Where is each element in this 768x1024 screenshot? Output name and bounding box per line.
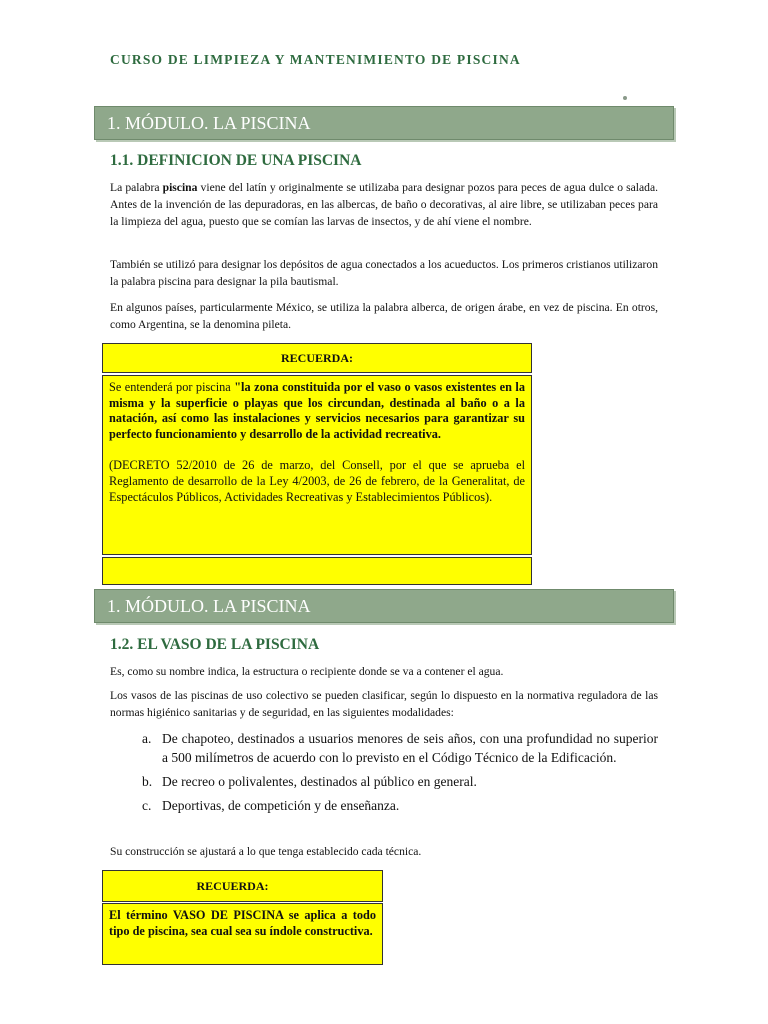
recuerda-box-1-header: RECUERDA: xyxy=(102,343,532,373)
paragraph-6: Su construcción se ajustará a lo que tenga establecido cada técnica. xyxy=(110,845,422,858)
recuerda-1-definition: Se entenderá por piscina "la zona constituida por el vaso o vasos existentes en la misma y la superficie o playas que los circundan, destinada al baño o a la natación, así como las instalaciones y servicios necesarios para garantizar su perfecto funcionamiento y desarrollo de la actividad recreativa. xyxy=(109,380,525,441)
recuerda-box-2-header: RECUERDA: xyxy=(102,870,383,902)
bold-word-piscina: piscina xyxy=(162,181,198,194)
bullet-dot xyxy=(623,96,627,100)
module-bar-1: 1. MÓDULO. LA PISCINA xyxy=(94,106,674,140)
document-title: CURSO DE LIMPIEZA Y MANTENIMIENTO DE PISCINA xyxy=(110,52,521,67)
paragraph-3: En algunos países, particularmente México, se utiliza la palabra alberca, de origen árabe, en vez de piscina. En otros, como Argentina, se la denomina pileta. xyxy=(110,301,658,332)
recuerda-box-1-body xyxy=(102,375,532,555)
modalities-list xyxy=(142,729,658,820)
recuerda-box-1-footer xyxy=(102,557,532,585)
section-title-1: 1.1. DEFINICION DE UNA PISCINA xyxy=(110,152,362,169)
recuerda-1-decree: (DECRETO 52/2010 de 26 de marzo, del Consell, por el que se aprueba el Reglamento de desarrollo de la Ley 4/2003, de 26 de febrero, de la Generalitat, de Espectáculos Públicos, Actividades Recreativas y Establecimientos Públicos). xyxy=(109,458,525,504)
paragraph-4: Es, como su nombre indica, la estructura o recipiente donde se va a contener el agua. xyxy=(110,665,504,678)
list-item: a. De chapoteo, destinados a usuarios menores de seis años, con una profundidad no superior a 500 milímetros de acuerdo con lo previsto en el Código Técnico de la Edificación. xyxy=(142,731,658,765)
paragraph-5: Los vasos de las piscinas de uso colectivo se pueden clasificar, según lo dispuesto en la normativa reguladora de las normas higiénico sanitarias y de seguridad, en las siguientes modalidades: xyxy=(110,689,658,720)
paragraph-1: La palabra piscina viene del latín y originalmente se utilizaba para designar pozos para peces de agua dulce o salada. Antes de la invención de las depuradoras, en las albercas, de baño o decorativas, al aire libre, se utilizaban peces para la limpieza del agua, puesto que se comían las larvas de insectos, y de ahí viene el nombre. xyxy=(110,181,658,229)
recuerda-box-2-body: El término VASO DE PISCINA se aplica a todo tipo de piscina, sea cual sea su índole constructiva. xyxy=(102,903,383,965)
list-item: c. Deportivas, de competición y de enseñanza. xyxy=(142,798,400,813)
paragraph-2: También se utilizó para designar los depósitos de agua conectados a los acueductos. Los primeros cristianos utilizaron la palabra piscina para designar la pila bautismal. xyxy=(110,258,658,289)
module-bar-2: 1. MÓDULO. LA PISCINA xyxy=(94,589,674,623)
section-title-2: 1.2. EL VASO DE LA PISCINA xyxy=(110,636,320,653)
list-item: b. De recreo o polivalentes, destinados al público en general. xyxy=(142,774,477,789)
